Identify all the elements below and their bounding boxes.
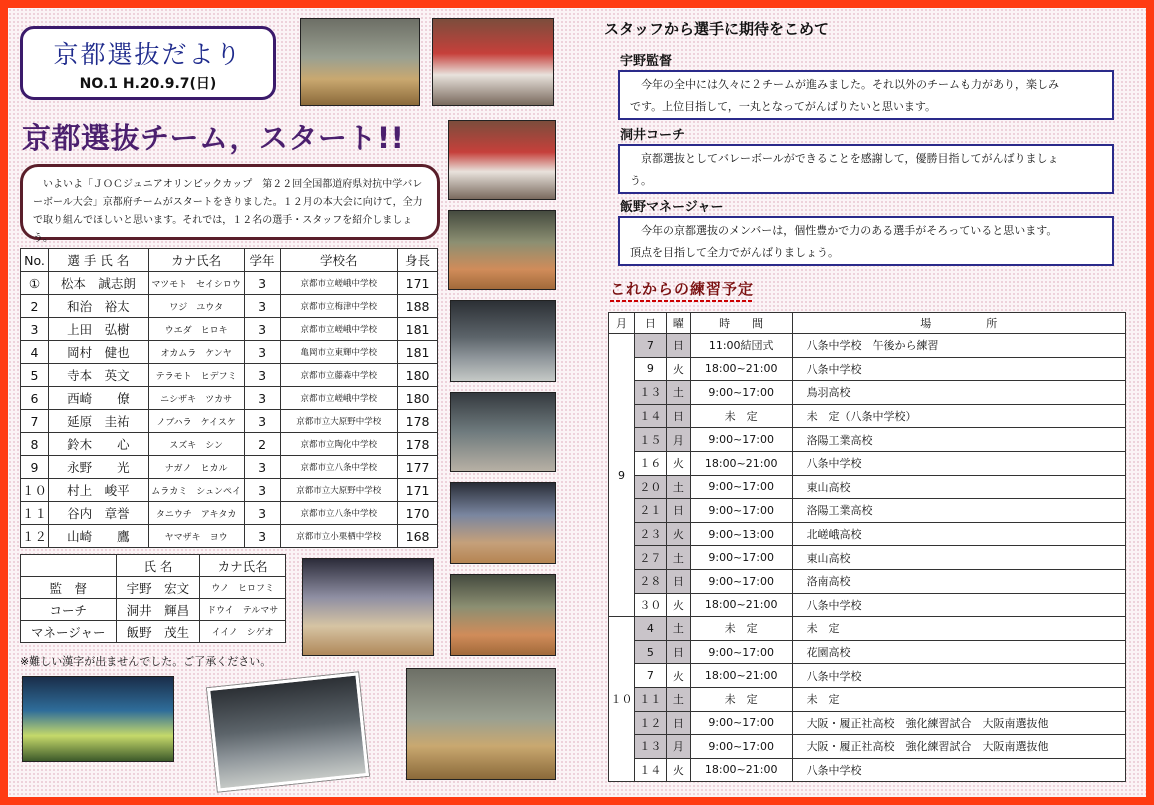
schedule-title: これからの練習予定: [610, 280, 755, 298]
day-cell: ３０: [634, 593, 666, 617]
player-kana: ニシザキ ツカサ: [148, 387, 244, 410]
header-cell: 曜: [666, 313, 690, 334]
serve-photo: [450, 392, 556, 472]
place-cell: 未 定: [792, 687, 1125, 711]
table-row: [21, 621, 286, 643]
weekday-cell: 日: [666, 499, 690, 523]
player-height: 188: [398, 295, 438, 318]
day-cell: 5: [634, 640, 666, 664]
player-height: 181: [398, 318, 438, 341]
spectators-photo: [302, 558, 434, 656]
player-kana: ワジ ユウタ: [148, 295, 244, 318]
header-cell: 氏 名: [116, 555, 200, 577]
day-cell: 7: [634, 334, 666, 358]
day-cell: ２３: [634, 522, 666, 546]
player-grade: 3: [244, 387, 280, 410]
table-row: [21, 525, 438, 548]
header-cell: 時 間: [690, 313, 792, 334]
player-height: 171: [398, 272, 438, 295]
player-school: 京都市立八条中学校: [280, 502, 398, 525]
weekday-cell: 火: [666, 357, 690, 381]
table-row: [609, 640, 1126, 664]
table-row: [609, 664, 1126, 688]
table-row: [609, 569, 1126, 593]
player-kana: マツモト セイシロウ: [148, 272, 244, 295]
table-row: [609, 475, 1126, 499]
staff-kana: ドウイ テルマサ: [200, 599, 286, 621]
place-cell: 鳥羽高校: [792, 381, 1125, 405]
player-grade: 2: [244, 433, 280, 456]
time-cell: 9:00~17:00: [690, 640, 792, 664]
header-cell: 学校名: [280, 249, 398, 272]
headline: 京都選抜チーム，スタート!!: [22, 121, 405, 155]
intro-text: いよいよ「ＪＯＣジュニアオリンピックカップ 第２２回全国都道府県対抗中学バレーボール大会」京都府チームがスタートをきりました。１２月の本大会に向けて，全力で取り組んでほしいと思います。それでは，１２名の選手・スタッフを紹介しましょう。: [20, 164, 440, 240]
message-role: 洞井コーチ: [620, 128, 686, 143]
player-name: 松本 誠志朗: [48, 272, 148, 295]
player-number: 6: [21, 387, 49, 410]
message-box: [618, 70, 1114, 120]
header-cell: 場 所: [792, 313, 1125, 334]
player-kana: オカムラ ケンヤ: [148, 341, 244, 364]
player-school: 京都市立嵯峨中学校: [280, 387, 398, 410]
place-cell: 大阪・履正社高校 強化練習試合 大阪南選抜他: [792, 711, 1125, 735]
ceremony-flags-photo: [448, 120, 556, 200]
day-cell: １４: [634, 404, 666, 428]
table-row: [609, 522, 1126, 546]
practice-photo: [22, 676, 174, 762]
time-cell: 9:00~17:00: [690, 475, 792, 499]
header-cell: [21, 555, 117, 577]
schedule-header-row: [609, 313, 1126, 334]
player-grade: 3: [244, 295, 280, 318]
player-kana: ヤマザキ ヨウ: [148, 525, 244, 548]
table-row: [21, 364, 438, 387]
player-number: 4: [21, 341, 49, 364]
player-number: 3: [21, 318, 49, 341]
staff-name: 宇野 宏文: [116, 577, 200, 599]
time-cell: 未 定: [690, 404, 792, 428]
table-row: [609, 334, 1126, 358]
staff-header-row: [21, 555, 286, 577]
player-name: 西崎 僚: [48, 387, 148, 410]
message-box: [618, 144, 1114, 194]
player-grade: 3: [244, 364, 280, 387]
player-grade: 3: [244, 341, 280, 364]
time-cell: 18:00~21:00: [690, 593, 792, 617]
player-grade: 3: [244, 318, 280, 341]
player-number: 9: [21, 456, 49, 479]
player-grade: 3: [244, 410, 280, 433]
player-number: １１: [21, 502, 49, 525]
place-cell: 未 定: [792, 617, 1125, 641]
player-grade: 3: [244, 502, 280, 525]
player-grade: 3: [244, 456, 280, 479]
table-row: [609, 758, 1126, 782]
place-cell: 八条中学校 午後から練習: [792, 334, 1125, 358]
weekday-cell: 火: [666, 758, 690, 782]
message-role: 飯野マネージャー: [620, 200, 724, 215]
player-name: 和治 裕太: [48, 295, 148, 318]
table-row: [21, 577, 286, 599]
messages-title: スタッフから選手に期待をこめて: [604, 20, 830, 38]
player-kana: ムラカミ シュンペイ: [148, 479, 244, 502]
message-box: [618, 216, 1114, 266]
player-number: 5: [21, 364, 49, 387]
month-cell: 9: [609, 334, 635, 617]
weekday-cell: 土: [666, 381, 690, 405]
weekday-cell: 土: [666, 617, 690, 641]
place-cell: 八条中学校: [792, 451, 1125, 475]
weekday-cell: 日: [666, 640, 690, 664]
place-cell: 北嵯峨高校: [792, 522, 1125, 546]
table-row: [609, 711, 1126, 735]
player-number: １０: [21, 479, 49, 502]
table-row: [609, 357, 1126, 381]
day-cell: ２０: [634, 475, 666, 499]
staff-role: マネージャー: [21, 621, 117, 643]
header-cell: 学年: [244, 249, 280, 272]
day-cell: 9: [634, 357, 666, 381]
time-cell: 18:00~21:00: [690, 758, 792, 782]
player-height: 181: [398, 341, 438, 364]
table-row: [21, 456, 438, 479]
team-lineup-photo: [450, 482, 556, 564]
day-cell: １１: [634, 687, 666, 711]
day-cell: １２: [634, 711, 666, 735]
time-cell: 18:00~21:00: [690, 664, 792, 688]
arena-photo: [300, 18, 420, 106]
player-height: 171: [398, 479, 438, 502]
time-cell: 18:00~21:00: [690, 451, 792, 475]
weekday-cell: 火: [666, 593, 690, 617]
spike-photo: [450, 300, 556, 382]
player-height: 168: [398, 525, 438, 548]
table-row: [609, 735, 1126, 759]
staff-name: 飯野 茂生: [116, 621, 200, 643]
place-cell: 八条中学校: [792, 758, 1125, 782]
time-cell: 9:00~17:00: [690, 381, 792, 405]
weekday-cell: 火: [666, 451, 690, 475]
month-cell: １０: [609, 617, 635, 782]
table-row: [609, 428, 1126, 452]
weekday-cell: 火: [666, 522, 690, 546]
court-photo-1: [448, 210, 556, 290]
game-photo: [207, 672, 369, 791]
message-line: 今年の全中には久々に２チームが進みました。それ以外のチームも力があり，楽しみ: [630, 78, 1059, 91]
player-school: 京都市立藤森中学校: [280, 364, 398, 387]
player-height: 178: [398, 410, 438, 433]
place-cell: 洛陽工業高校: [792, 499, 1125, 523]
weekday-cell: 土: [666, 546, 690, 570]
player-school: 京都市立嵯峨中学校: [280, 272, 398, 295]
schedule-table: [608, 312, 1126, 782]
header-cell: カナ氏名: [148, 249, 244, 272]
newsletter-title: 京都選抜だより: [53, 40, 243, 69]
table-row: [609, 451, 1126, 475]
player-grade: 3: [244, 525, 280, 548]
player-name: 山崎 鷹: [48, 525, 148, 548]
player-kana: ノブハラ ケイスケ: [148, 410, 244, 433]
table-row: [21, 502, 438, 525]
player-school: 京都市立大原野中学校: [280, 479, 398, 502]
header-cell: 月: [609, 313, 635, 334]
player-kana: ウエダ ヒロキ: [148, 318, 244, 341]
weekday-cell: 日: [666, 404, 690, 428]
player-name: 村上 峻平: [48, 479, 148, 502]
staff-table: [20, 554, 286, 643]
day-cell: １４: [634, 758, 666, 782]
day-cell: １３: [634, 735, 666, 759]
staff-kana: イイノ シゲオ: [200, 621, 286, 643]
time-cell: 9:00~17:00: [690, 499, 792, 523]
player-name: 延原 圭祐: [48, 410, 148, 433]
player-name: 上田 弘樹: [48, 318, 148, 341]
header-cell: カナ氏名: [200, 555, 286, 577]
time-cell: 未 定: [690, 617, 792, 641]
day-cell: ２１: [634, 499, 666, 523]
message-role: 宇野監督: [620, 54, 673, 69]
time-cell: 11:00結団式: [690, 334, 792, 358]
weekday-cell: 土: [666, 687, 690, 711]
header-cell: 身長: [398, 249, 438, 272]
table-row: [21, 341, 438, 364]
weekday-cell: 土: [666, 475, 690, 499]
header-cell: No.: [21, 249, 49, 272]
weekday-cell: 日: [666, 711, 690, 735]
player-kana: ナガノ ヒカル: [148, 456, 244, 479]
player-school: 京都市立大原野中学校: [280, 410, 398, 433]
weekday-cell: 月: [666, 428, 690, 452]
player-school: 京都市立嵯峨中学校: [280, 318, 398, 341]
opening-ceremony-photo: [432, 18, 554, 106]
weekday-cell: 火: [666, 664, 690, 688]
player-height: 180: [398, 364, 438, 387]
player-kana: タニウチ アキタカ: [148, 502, 244, 525]
player-school: 京都市立陶化中学校: [280, 433, 398, 456]
message-line: です。上位目指して，一丸となってがんばりたいと思います。: [630, 100, 937, 113]
full-court-photo: [406, 668, 556, 780]
time-cell: 9:00~17:00: [690, 428, 792, 452]
table-row: [21, 318, 438, 341]
player-height: 170: [398, 502, 438, 525]
player-height: 180: [398, 387, 438, 410]
table-row: [21, 272, 438, 295]
time-cell: 18:00~21:00: [690, 357, 792, 381]
issue-date: NO.1 H.20.9.7(日): [79, 76, 217, 92]
place-cell: 未 定（八条中学校）: [792, 404, 1125, 428]
table-row: [609, 499, 1126, 523]
player-name: 鈴木 心: [48, 433, 148, 456]
time-cell: 9:00~17:00: [690, 569, 792, 593]
player-kana: スズキ シン: [148, 433, 244, 456]
player-number: 7: [21, 410, 49, 433]
player-height: 177: [398, 456, 438, 479]
player-name: 永野 光: [48, 456, 148, 479]
table-row: [609, 404, 1126, 428]
table-row: [609, 593, 1126, 617]
day-cell: １５: [634, 428, 666, 452]
roster-header-row: [21, 249, 438, 272]
table-row: [21, 295, 438, 318]
header-cell: 日: [634, 313, 666, 334]
time-cell: 9:00~17:00: [690, 711, 792, 735]
time-cell: 未 定: [690, 687, 792, 711]
staff-name: 洞井 輝昌: [116, 599, 200, 621]
time-cell: 9:00~17:00: [690, 546, 792, 570]
player-kana: テラモト ヒデフミ: [148, 364, 244, 387]
staff-role: コーチ: [21, 599, 117, 621]
player-name: 岡村 健也: [48, 341, 148, 364]
place-cell: 八条中学校: [792, 357, 1125, 381]
kanji-note: ※難しい漢字が出ませんでした。ご了承ください。: [20, 655, 272, 668]
roster-table: [20, 248, 438, 548]
staff-kana: ウノ ヒロフミ: [200, 577, 286, 599]
day-cell: 4: [634, 617, 666, 641]
message-line: う。: [630, 174, 652, 187]
table-row: [609, 687, 1126, 711]
place-cell: 大阪・履正社高校 強化練習試合 大阪南選抜他: [792, 735, 1125, 759]
weekday-cell: 日: [666, 334, 690, 358]
newsletter-page: [8, 8, 1146, 797]
player-name: 寺本 英文: [48, 364, 148, 387]
day-cell: ２７: [634, 546, 666, 570]
table-row: [21, 479, 438, 502]
place-cell: 東山高校: [792, 546, 1125, 570]
message-line: 今年の京都選抜のメンバーは，個性豊かで力のある選手がそろっていると思います。: [630, 224, 1058, 237]
title-box: [20, 26, 276, 100]
match-photo: [450, 574, 556, 656]
player-number: 8: [21, 433, 49, 456]
player-school: 京都市立小栗栖中学校: [280, 525, 398, 548]
time-cell: 9:00~13:00: [690, 522, 792, 546]
place-cell: 東山高校: [792, 475, 1125, 499]
weekday-cell: 月: [666, 735, 690, 759]
player-grade: 3: [244, 272, 280, 295]
player-grade: 3: [244, 479, 280, 502]
header-cell: 選 手 氏 名: [48, 249, 148, 272]
table-row: [609, 381, 1126, 405]
day-cell: １３: [634, 381, 666, 405]
place-cell: 花園高校: [792, 640, 1125, 664]
message-line: 頂点を目指して全力でがんばりましょう。: [630, 246, 839, 259]
place-cell: 洛南高校: [792, 569, 1125, 593]
staff-role: 監 督: [21, 577, 117, 599]
player-name: 谷内 章誉: [48, 502, 148, 525]
time-cell: 9:00~17:00: [690, 735, 792, 759]
player-school: 亀岡市立東輝中学校: [280, 341, 398, 364]
player-height: 178: [398, 433, 438, 456]
table-row: [21, 410, 438, 433]
place-cell: 洛陽工業高校: [792, 428, 1125, 452]
message-line: 京都選抜としてバレーボールができることを感謝して，優勝目指してがんばりましょ: [630, 152, 1059, 165]
player-school: 京都市立八条中学校: [280, 456, 398, 479]
table-row: [21, 433, 438, 456]
table-row: [609, 546, 1126, 570]
player-number: １２: [21, 525, 49, 548]
day-cell: 7: [634, 664, 666, 688]
table-row: [609, 617, 1126, 641]
day-cell: １６: [634, 451, 666, 475]
player-number: 2: [21, 295, 49, 318]
place-cell: 八条中学校: [792, 593, 1125, 617]
place-cell: 八条中学校: [792, 664, 1125, 688]
table-row: [21, 387, 438, 410]
weekday-cell: 日: [666, 569, 690, 593]
player-school: 京都市立梅津中学校: [280, 295, 398, 318]
player-number: ①: [21, 272, 49, 295]
table-row: [21, 599, 286, 621]
day-cell: ２８: [634, 569, 666, 593]
